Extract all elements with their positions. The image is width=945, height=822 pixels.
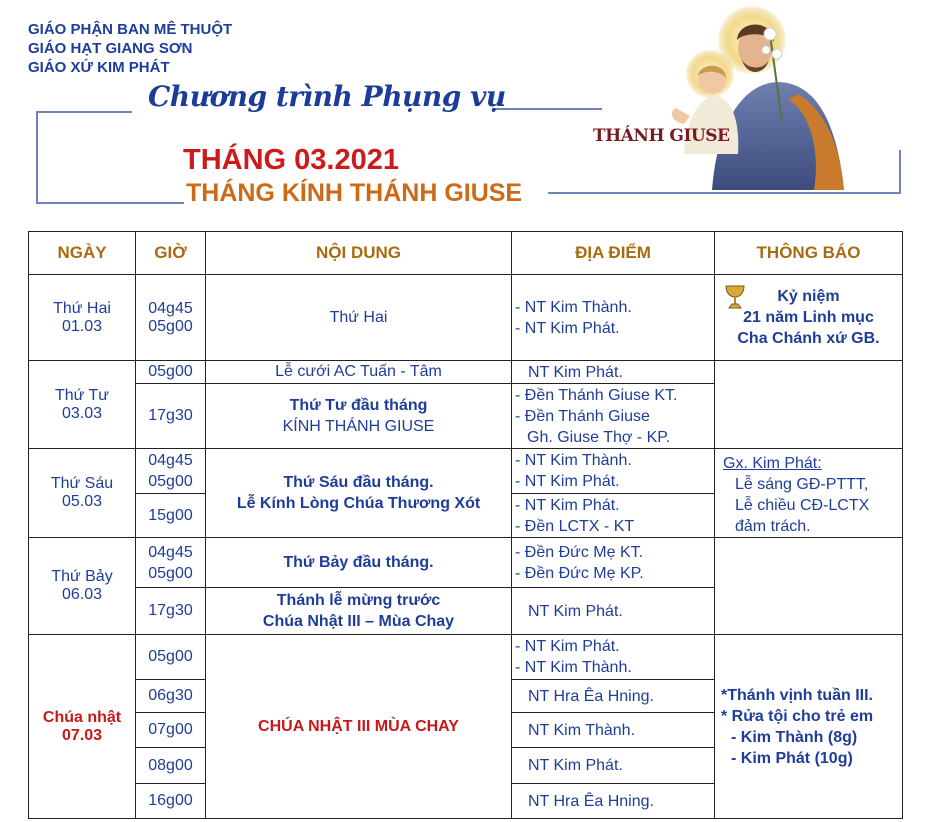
day-cell bbox=[29, 449, 136, 538]
time-cell: 17g30 bbox=[136, 588, 206, 635]
table-row bbox=[29, 538, 903, 588]
day-date: 01.03 bbox=[61, 317, 103, 335]
announcement-line: Gx. Kim Phát: bbox=[723, 455, 822, 472]
location-value: - Đền Thánh Giuse bbox=[515, 407, 650, 425]
time-cell: 07g00 bbox=[136, 713, 206, 748]
day-name: Thứ Bảy bbox=[51, 568, 113, 585]
time-value: 04g45 bbox=[148, 452, 193, 469]
header-time: GIỜ bbox=[136, 232, 206, 275]
time-cell: 08g00 bbox=[136, 748, 206, 784]
header-content: NỘI DUNG bbox=[206, 232, 512, 275]
day-cell bbox=[29, 361, 136, 449]
table-row bbox=[29, 275, 903, 361]
parish-line: GIÁO XỨ KIM PHÁT bbox=[28, 59, 170, 76]
time-value: 04g45 bbox=[148, 543, 193, 561]
location-value: - NT Kim Thành. bbox=[515, 659, 632, 676]
frame-bottom-right bbox=[548, 192, 900, 194]
announcement-cell bbox=[715, 275, 903, 361]
content-line: Lễ Kính Lòng Chúa Thương Xót bbox=[236, 495, 481, 512]
schedule-table bbox=[28, 231, 903, 819]
time-cell: 15g00 bbox=[136, 494, 206, 538]
saint-joseph-image bbox=[592, 4, 902, 190]
location-value: NT Hra Êa Hning. bbox=[528, 792, 654, 810]
time-cell: 16g00 bbox=[136, 784, 206, 819]
time-cell: 05g00 bbox=[136, 361, 206, 384]
announcement-line: đảm trách. bbox=[735, 518, 811, 535]
announcement-line: *Thánh vịnh tuần III. bbox=[721, 686, 873, 704]
day-cell bbox=[29, 635, 136, 819]
announcement-cell bbox=[715, 361, 903, 449]
time-cell: 05g00 bbox=[136, 635, 206, 680]
frame-bottom-left bbox=[36, 202, 184, 204]
chalice-icon bbox=[723, 283, 747, 311]
announcement-line: 21 năm Linh mục bbox=[743, 309, 874, 326]
location-value: Gh. Giuse Thợ - KP. bbox=[527, 428, 671, 446]
announcement-line: - Kim Phát (10g) bbox=[731, 749, 853, 767]
time-cell: 06g30 bbox=[136, 680, 206, 713]
day-date: 05.03 bbox=[61, 493, 103, 510]
program-title: Chương trình Phụng vụ bbox=[148, 80, 506, 113]
announcement-line: Cha Chánh xứ GB. bbox=[737, 330, 880, 347]
time-value: 05g00 bbox=[148, 317, 193, 335]
day-date: 07.03 bbox=[61, 726, 103, 744]
announcement-cell bbox=[715, 538, 903, 635]
content-line: Thứ Tư đầu tháng bbox=[289, 397, 428, 414]
location-value: NT Kim Phát. bbox=[528, 757, 623, 774]
day-name: Chúa nhật bbox=[42, 708, 122, 726]
deanery-line: GIÁO HẠT GIANG SƠN bbox=[28, 40, 193, 57]
header-announcement: THÔNG BÁO bbox=[715, 232, 903, 275]
time-value: 05g00 bbox=[148, 564, 193, 582]
content-line: KÍNH THÁNH GIUSE bbox=[282, 418, 435, 435]
location-cell bbox=[512, 384, 715, 449]
dedication-title: THÁNG KÍNH THÁNH GIUSE bbox=[186, 179, 523, 207]
day-date: 06.03 bbox=[61, 586, 103, 603]
location-cell bbox=[512, 361, 715, 384]
announcement-line: Kỷ niệm bbox=[777, 288, 840, 305]
location-value: NT Kim Phát. bbox=[528, 602, 623, 620]
saint-label: THÁNH GIUSE bbox=[593, 126, 730, 146]
diocese-line: GIÁO PHẬN BAN MÊ THUỘT bbox=[28, 21, 233, 38]
location-value: - NT Kim Phát. bbox=[515, 638, 620, 655]
content-cell bbox=[206, 588, 512, 635]
location-cell bbox=[512, 538, 715, 588]
time-cell: 17g30 bbox=[136, 384, 206, 449]
location-cell bbox=[512, 635, 715, 680]
content-cell: Lễ cưới AC Tuấn - Tâm bbox=[206, 361, 512, 384]
frame-top-right bbox=[492, 108, 602, 110]
announcement-cell bbox=[715, 635, 903, 819]
content-line: Chúa Nhật III – Mùa Chay bbox=[262, 613, 455, 630]
day-date: 03.03 bbox=[61, 404, 103, 422]
location-cell bbox=[512, 449, 715, 494]
announcement-line: Lễ chiều CĐ-LCTX bbox=[735, 497, 870, 514]
content-line: Thứ Sáu đầu tháng. bbox=[283, 474, 434, 491]
location-cell bbox=[512, 494, 715, 538]
day-name: Thứ Tư bbox=[54, 386, 110, 404]
time-value: 04g45 bbox=[148, 299, 193, 317]
month-title: THÁNG 03.2021 bbox=[183, 144, 399, 176]
content-cell bbox=[206, 384, 512, 449]
table-row bbox=[29, 449, 903, 494]
content-cell bbox=[206, 449, 512, 538]
location-cell bbox=[512, 784, 715, 819]
header-location: ĐỊA ĐIỂM bbox=[512, 232, 715, 275]
location-cell bbox=[512, 680, 715, 713]
day-name: Thứ Sáu bbox=[50, 475, 114, 492]
announcement-line: * Rửa tội cho trẻ em bbox=[721, 707, 874, 725]
content-cell: CHÚA NHẬT III MÙA CHAY bbox=[206, 635, 512, 819]
time-cell bbox=[136, 449, 206, 494]
location-value: - NT Kim Thành. bbox=[515, 298, 632, 316]
time-cell bbox=[136, 538, 206, 588]
location-value: - NT Kim Phát. bbox=[515, 496, 620, 514]
location-cell bbox=[512, 713, 715, 748]
location-value: - NT Kim Phát. bbox=[515, 319, 620, 337]
header-day: NGÀY bbox=[29, 232, 136, 275]
announcement-cell bbox=[715, 449, 903, 538]
content-cell: Thứ Hai bbox=[206, 275, 512, 361]
location-cell bbox=[512, 275, 715, 361]
parish-header bbox=[28, 20, 232, 77]
location-value: NT Hra Êa Hning. bbox=[528, 687, 654, 705]
time-cell bbox=[136, 275, 206, 361]
location-value: NT Kim Phát. bbox=[528, 363, 623, 381]
content-cell: Thứ Bảy đầu tháng. bbox=[206, 538, 512, 588]
announcement-line: - Kim Thành (8g) bbox=[731, 728, 858, 746]
time-value: 05g00 bbox=[148, 473, 193, 490]
day-cell bbox=[29, 275, 136, 361]
table-row bbox=[29, 361, 903, 384]
location-value: - NT Kim Phát. bbox=[515, 473, 620, 490]
table-header-row bbox=[29, 232, 903, 275]
location-value: - Đền Thánh Giuse KT. bbox=[515, 386, 678, 404]
day-name: Thứ Hai bbox=[53, 299, 111, 317]
location-value: - NT Kim Thành. bbox=[515, 452, 632, 469]
table-row bbox=[29, 635, 903, 680]
day-cell bbox=[29, 538, 136, 635]
location-value: - Đền Đức Mẹ KT. bbox=[515, 543, 644, 561]
frame-top-left bbox=[36, 111, 132, 113]
location-cell bbox=[512, 748, 715, 784]
frame-left bbox=[36, 111, 38, 204]
location-value: - Đền Đức Mẹ KP. bbox=[515, 564, 644, 582]
location-cell bbox=[512, 588, 715, 635]
content-line: Thánh lễ mừng trước bbox=[276, 592, 441, 609]
location-value: - Đền LCTX - KT bbox=[515, 517, 635, 535]
location-value: NT Kim Thành. bbox=[528, 721, 636, 739]
announcement-line: Lễ sáng GĐ-PTTT, bbox=[735, 476, 869, 493]
